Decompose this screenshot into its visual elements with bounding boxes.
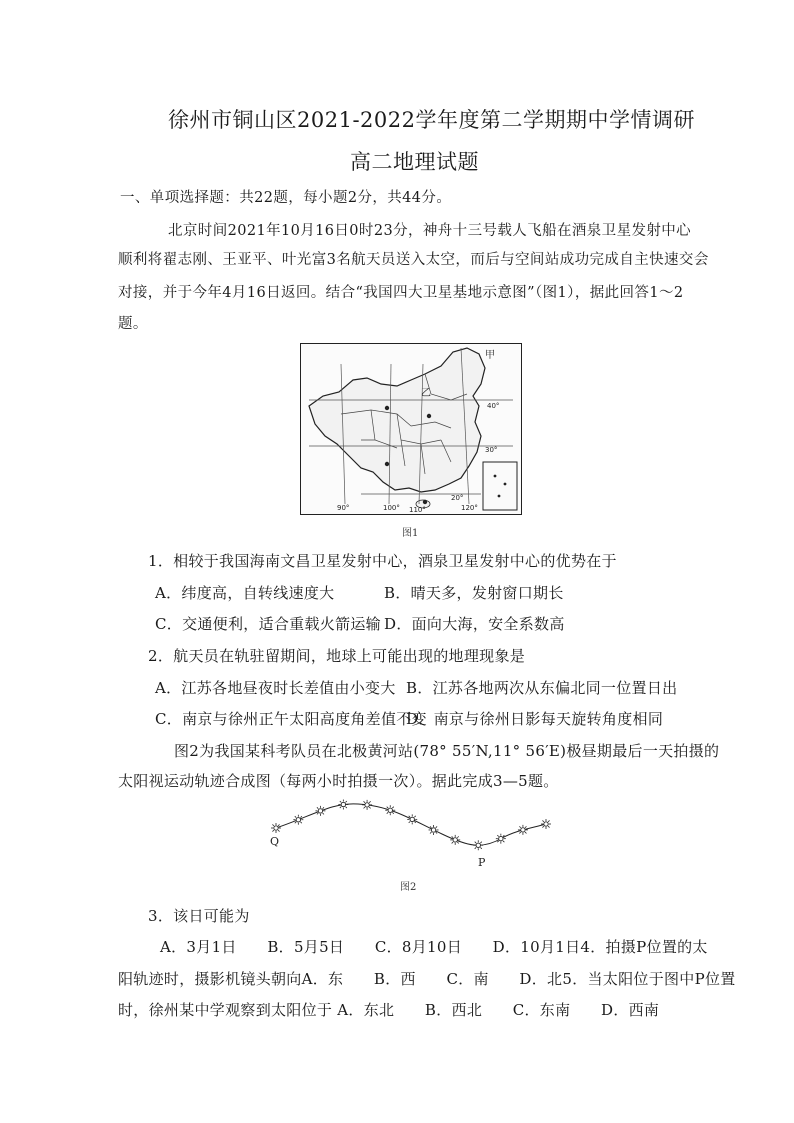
- q2-option-a: A．江苏各地昼夜时长差值由小变大: [155, 679, 396, 697]
- q3-5-line-3: 时，徐州某中学观察到太阳位于 A．东北 B．西北 C．东南 D．西南: [118, 1001, 660, 1019]
- section-header: 一、单项选择题：共22题，每小题2分，共44分。: [120, 190, 452, 206]
- intro1-line-2: 顺利将翟志刚、王亚平、叶光富3名航天员送入太空，而后与空间站成功完成自主快速交会: [118, 252, 709, 268]
- q3-5-line-1: A．3月1日 B．5月5日 C．8月10日 D．10月1日4．拍摄P位置的太: [160, 938, 708, 956]
- q1-option-a: A．纬度高，自转线速度大: [155, 584, 335, 602]
- document-title: 徐州市铜山区2021-2022学年度第二学期期中学情调研: [168, 108, 695, 132]
- figure-2-caption: 图2: [400, 882, 417, 893]
- q2-stem: 2．航天员在轨驻留期间，地球上可能出现的地理现象是: [148, 647, 526, 665]
- q1-option-d: D．面向大海，安全系数高: [384, 615, 565, 633]
- intro1-line-4: 题。: [118, 316, 148, 332]
- intro1-line-1: 北京时间2021年10月16日0时23分，神舟十三号载人飞船在酒泉卫星发射中心: [168, 223, 692, 239]
- map-label-lon100: 100°: [383, 504, 400, 512]
- sun-marker: [315, 806, 325, 816]
- figure-1-map: [300, 343, 522, 515]
- sun-marker: [338, 800, 348, 810]
- map-label-lat40: 40°: [487, 402, 500, 410]
- map-label-lon120: 120°: [461, 504, 478, 512]
- china-map-illustration: [301, 344, 521, 514]
- intro2-line-1: 图2为我国某科考队员在北极黄河站(78° 55′N,11° 56′E)极昼期最后一天拍摄的: [174, 742, 720, 760]
- figure-1-caption: 图1: [402, 528, 419, 539]
- sun-marker: [496, 834, 506, 844]
- figure-2-sun-path: [262, 792, 562, 872]
- q3-5-line-2: 阳轨迹时，摄影机镜头朝向A．东 B．西 C．南 D．北5．当太阳位于图中P位置: [118, 970, 736, 988]
- q2-option-c: C．南京与徐州正午太阳高度角差值不变: [155, 710, 427, 728]
- sun-marker: [271, 823, 281, 833]
- sun-marker: [362, 800, 372, 810]
- map-label-yi: 乙: [421, 388, 431, 399]
- sun-marker: [293, 815, 303, 825]
- sun-path-svg: [262, 792, 562, 872]
- q2-option-b: B．江苏各地两次从东偏北同一位置日出: [406, 679, 678, 697]
- sun-marker: [541, 819, 551, 829]
- sun-label-q: Q: [270, 835, 280, 848]
- sun-marker: [385, 805, 395, 815]
- map-label-lat20: 20°: [451, 494, 464, 502]
- q3-stem: 3．该日可能为: [148, 907, 250, 925]
- intro1-line-3: 对接，并于今年4月16日返回。结合“我国四大卫星基地示意图”（图1），据此回答1～2: [118, 285, 684, 301]
- q1-option-c: C．交通便利，适合重载火箭运输: [155, 615, 381, 633]
- map-label-lon90: 90°: [337, 504, 350, 512]
- q2-option-d: D．南京与徐州日影每天旋转角度相同: [406, 710, 664, 728]
- map-label-lon110: 110°: [409, 506, 426, 514]
- sun-label-p: P: [478, 856, 486, 869]
- q1-option-b: B．晴天多，发射窗口期长: [384, 584, 564, 602]
- sun-marker: [429, 825, 439, 835]
- sun-marker: [473, 840, 483, 850]
- sun-marker: [407, 814, 417, 824]
- q1-stem: 1．相较于我国海南文昌卫星发射中心，酒泉卫星发射中心的优势在于: [148, 552, 617, 570]
- intro2-line-2: 太阳视运动轨迹合成图（每两小时拍摄一次）。据此完成3—5题。: [118, 772, 559, 790]
- document-subtitle: 高二地理试题: [350, 150, 479, 174]
- sun-marker: [450, 835, 460, 845]
- map-label-lat30: 30°: [485, 446, 498, 454]
- sun-marker: [518, 825, 528, 835]
- map-label-jia: 甲: [485, 350, 495, 361]
